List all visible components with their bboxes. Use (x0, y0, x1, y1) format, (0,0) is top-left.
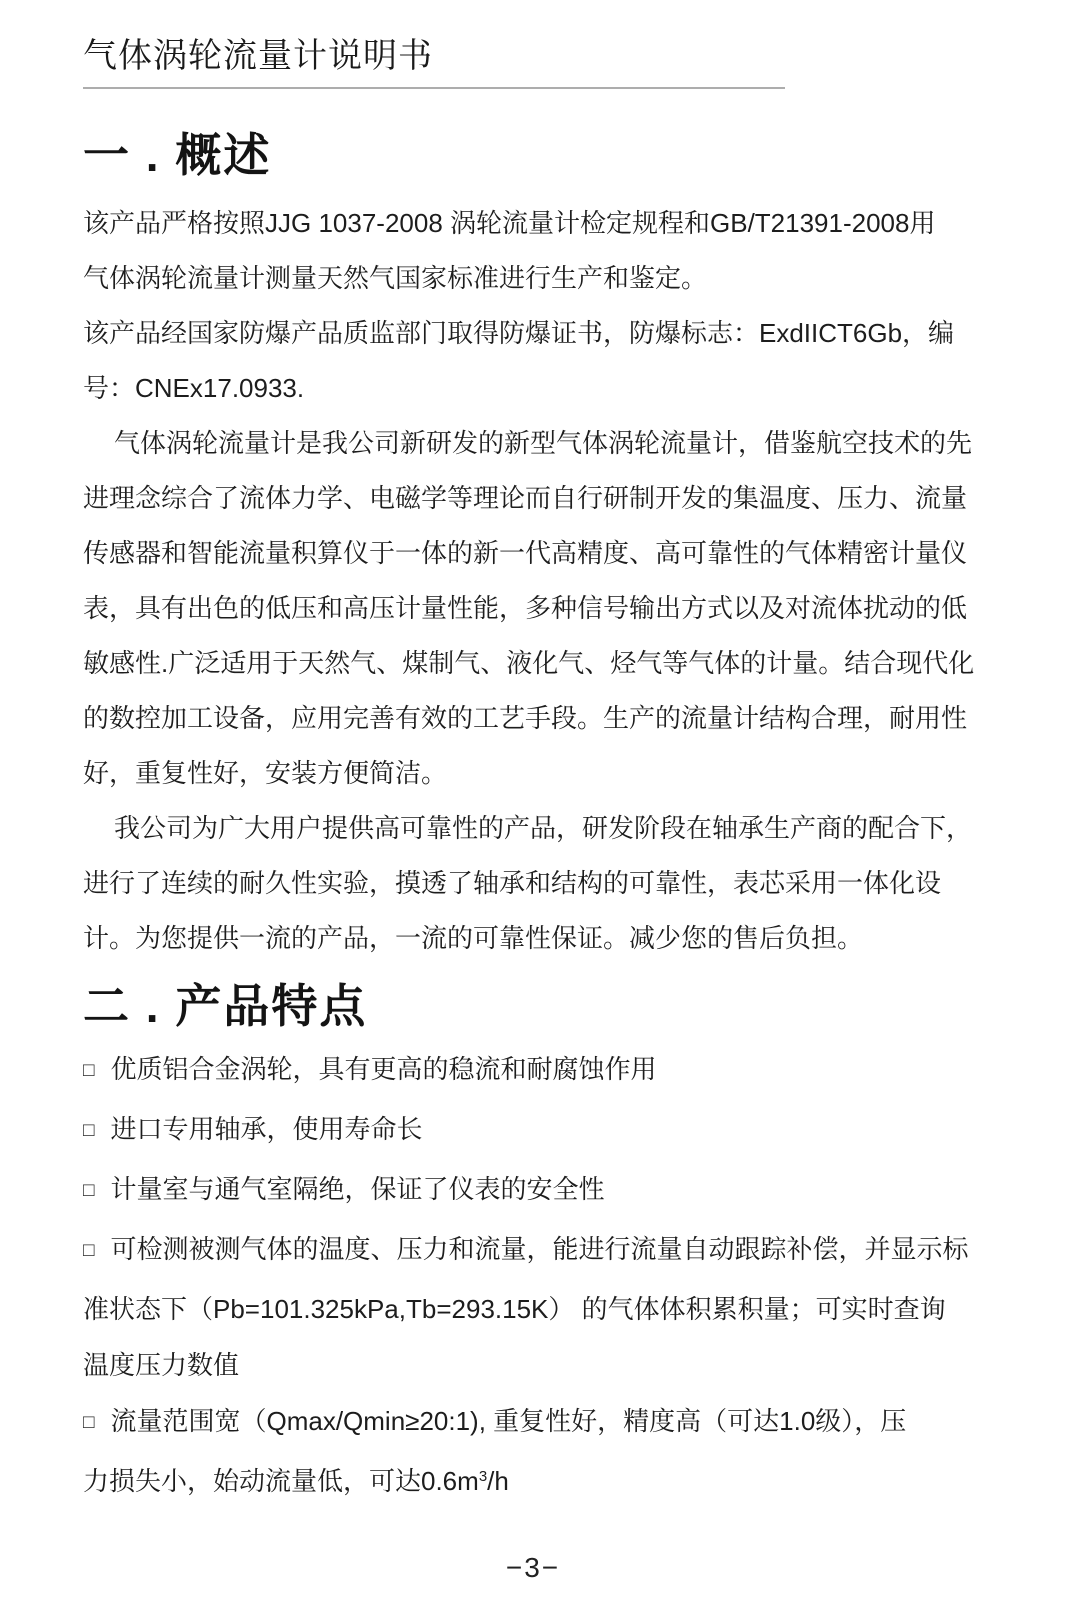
feature-text: 进口专用轴承，使用寿命长 (110, 1113, 423, 1144)
square-bullet-icon: □ (83, 1179, 95, 1201)
feature-item (83, 1221, 988, 1281)
text-line: 我公司为广大用户提供高可靠性的产品，研发阶段在轴承生产商的配合下， (114, 812, 973, 843)
page-number: −3− (505, 1552, 561, 1583)
text-line: 传感器和智能流量积算仪于一体的新一代高精度、高可靠性的气体精密计量仪 (83, 537, 968, 568)
feature-text: /h (487, 1465, 509, 1496)
page-header (83, 34, 988, 89)
text-line (83, 1453, 988, 1509)
text-line: 温度压力数值 (83, 1349, 240, 1380)
square-bullet-icon: □ (83, 1059, 95, 1081)
square-bullet-icon: □ (83, 1239, 95, 1261)
text-line: 敏感性.广泛适用于天然气、煤制气、液化气、烃气等气体的计量。结合现代化 (83, 647, 975, 678)
text-line: 气体涡轮流量计测量天然气国家标准进行生产和鉴定。 (83, 262, 708, 293)
overview-body (83, 196, 988, 966)
section-heading-features: 二 . 产品特点 (83, 979, 368, 1032)
text-line: 该产品严格按照JJG 1037-2008 涡轮流量计检定规程和GB/T21391-2008用 (83, 207, 936, 238)
feature-item (83, 1041, 988, 1101)
superscript-3: 3 (478, 1467, 488, 1485)
features-list (83, 1041, 988, 1509)
section-heading-overview: 一 . 概述 (83, 128, 272, 181)
text-line: 号：CNEx17.0933. (83, 372, 305, 403)
feature-text: 优质铝合金涡轮，具有更高的稳流和耐腐蚀作用 (110, 1053, 657, 1084)
text-line: 准状态下（Pb=101.325kPa,Tb=293.15K） 的气体体积累积量；可实时查询 (83, 1293, 946, 1324)
text-line: 的数控加工设备，应用完善有效的工艺手段。生产的流量计结构合理，耐用性 (83, 702, 968, 733)
page-footer (0, 1552, 1066, 1584)
text-line: 该产品经国家防爆产品质监部门取得防爆证书，防爆标志：ExdIICT6Gb，编 (83, 317, 955, 348)
square-bullet-icon: □ (83, 1119, 95, 1141)
feature-text: 计量室与通气室隔绝，保证了仪表的安全性 (110, 1173, 605, 1204)
text-line: 进行了连续的耐久性实验，摸透了轴承和结构的可靠性，表芯采用一体化设 (83, 867, 942, 898)
feature-text: 力损失小，始动流量低，可达0.6m (83, 1465, 479, 1496)
feature-text: 可检测被测气体的温度、压力和流量，能进行流量自动跟踪补偿，并显示标 (110, 1233, 969, 1264)
doc-title: 气体涡轮流量计说明书 (83, 37, 433, 75)
text-line: 气体涡轮流量计是我公司新研发的新型气体涡轮流量计，借鉴航空技术的先 (114, 427, 973, 458)
feature-item (83, 1393, 988, 1453)
text-line: 好，重复性好，安装方便简洁。 (83, 757, 448, 788)
feature-item (83, 1101, 988, 1161)
feature-text: 流量范围宽（Qmax/Qmin≥20:1), 重复性好，精度高（可达1.0级），压 (110, 1405, 907, 1436)
feature-item (83, 1161, 988, 1221)
square-bullet-icon: □ (83, 1411, 95, 1433)
text-line: 进理念综合了流体力学、电磁学等理论而自行研制开发的集温度、压力、流量 (83, 482, 968, 513)
text-line: 计。为您提供一流的产品，一流的可靠性保证。减少您的售后负担。 (83, 922, 864, 953)
title-underline (83, 87, 785, 89)
text-line: 表，具有出色的低压和高压计量性能，多种信号输出方式以及对流体扰动的低 (83, 592, 968, 623)
